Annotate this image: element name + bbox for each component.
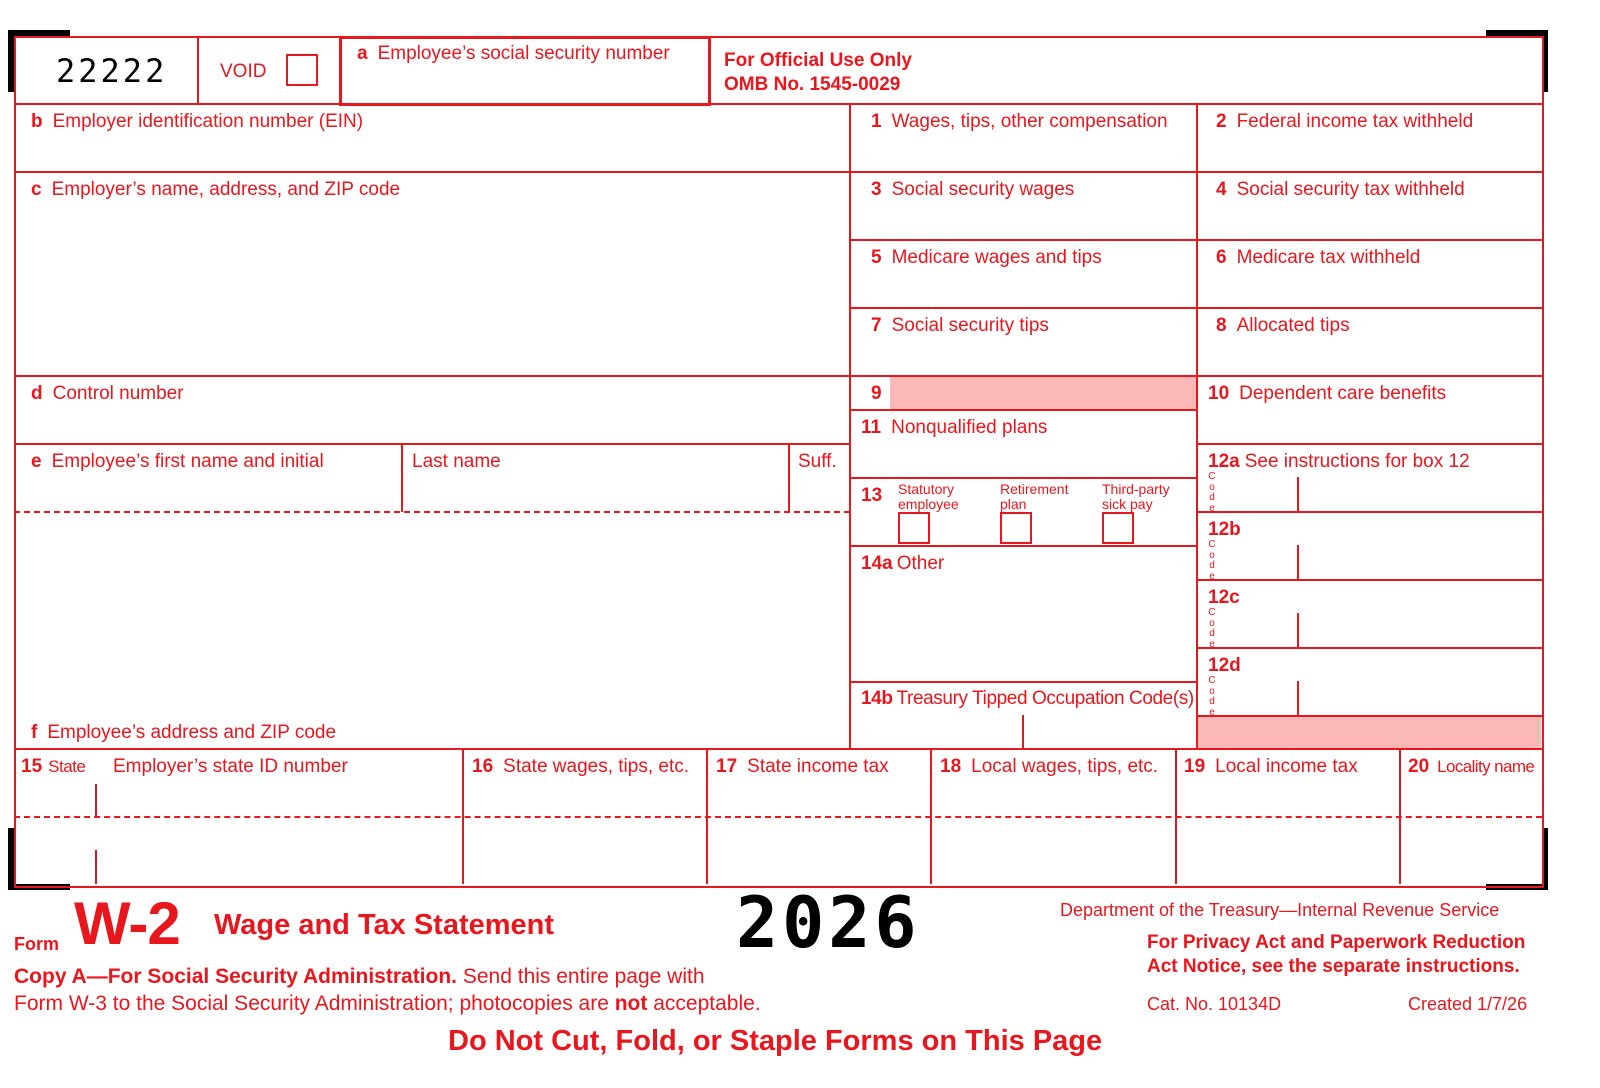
rule-f — [14, 748, 1542, 750]
box-20-num: 20 — [1408, 756, 1430, 777]
box-12a-code-letters: C o d e — [1208, 471, 1216, 514]
box-12b-code-letters: C o d e — [1208, 539, 1216, 582]
rule-v-e-suff — [788, 443, 790, 512]
box-16-num: 16 — [472, 756, 494, 777]
box-a-text: Employee’s social security number — [377, 43, 670, 64]
omb-number: OMB No. 1545-0029 — [724, 74, 901, 95]
box-18-field[interactable] — [933, 784, 1173, 882]
thirdparty-line1: Third-party — [1102, 481, 1170, 497]
box-e-last-field[interactable] — [404, 475, 786, 509]
rule-e-dashed — [14, 511, 850, 513]
box-5-num: 5 — [871, 247, 882, 268]
box-19-label — [1184, 757, 1358, 776]
box-2-text: Federal income tax withheld — [1236, 111, 1474, 132]
box-e-letter: e — [31, 451, 42, 472]
rule-10 — [1196, 443, 1542, 445]
box-c-letter: c — [31, 179, 42, 200]
box-13-statutory-label — [898, 482, 959, 512]
privacy-line-2: Act Notice, see the separate instructions. — [1147, 956, 1520, 977]
box-b-field[interactable] — [16, 135, 846, 169]
box-3-field[interactable] — [852, 203, 1194, 237]
box-10-num: 10 — [1208, 383, 1230, 404]
box-20-field[interactable] — [1402, 784, 1539, 882]
box-20-text: Locality name — [1437, 757, 1535, 776]
box-8-text: Allocated tips — [1236, 315, 1350, 336]
rule-v-e-last — [401, 443, 403, 512]
box-8-label — [1216, 316, 1350, 335]
copy-a-line-1 — [14, 966, 705, 987]
rule-d — [14, 443, 850, 445]
box-12c-num: 12c — [1208, 587, 1240, 608]
box-d-text: Control number — [52, 383, 184, 404]
box-a-label — [357, 44, 670, 63]
thirdparty-line2: sick pay — [1102, 496, 1153, 512]
rule-v-15 — [95, 784, 97, 816]
rule-v-12d-code — [1297, 681, 1299, 715]
box-16-label — [472, 757, 689, 776]
box-13-thirdparty-label — [1102, 482, 1170, 512]
box-17-text: State income tax — [747, 756, 889, 777]
do-not-cut-warning: Do Not Cut, Fold, or Staple Forms on This Page — [448, 1025, 1103, 1057]
box-7-field[interactable] — [852, 339, 1194, 373]
box-18-label — [940, 757, 1158, 776]
rule-b — [14, 171, 1542, 173]
rule-v-18 — [930, 748, 932, 884]
box-12d-num: 12d — [1208, 655, 1241, 676]
rule-v-12a-code — [1297, 477, 1299, 511]
void-label: VOID — [220, 61, 267, 82]
rule-v-20 — [1399, 748, 1401, 884]
control-code: 22222 — [56, 52, 168, 90]
rule-12d — [1196, 715, 1542, 717]
box-7-num: 7 — [871, 315, 882, 336]
rule-header — [14, 103, 1542, 105]
box-17-label — [716, 757, 889, 776]
box-18-num: 18 — [940, 756, 962, 777]
cat-number: Cat. No. 10134D — [1147, 994, 1282, 1014]
rule-v-19 — [1175, 748, 1177, 884]
box-b-letter: b — [31, 111, 43, 132]
box-12b-num: 12b — [1208, 519, 1241, 540]
box-e-suff-label: Suff. — [798, 451, 837, 472]
box-5-label — [871, 248, 1102, 267]
box-e-suff-field[interactable] — [791, 475, 847, 509]
box-7-label — [871, 316, 1049, 335]
box-14b-label — [861, 689, 1194, 708]
rule-12a — [1196, 511, 1542, 513]
rule-12b — [1196, 579, 1542, 581]
box-d-field[interactable] — [16, 407, 846, 441]
department-label: Department of the Treasury—Internal Revenue Service — [1060, 900, 1500, 920]
box-d-label — [31, 384, 184, 403]
box-15-state-field-2[interactable] — [16, 820, 93, 882]
copy-a-line-2b: acceptable. — [647, 992, 761, 1015]
box-f-text: Employee’s address and ZIP code — [47, 722, 337, 743]
box-12a-label — [1208, 452, 1470, 471]
box-14a-text: Other — [896, 553, 945, 574]
third-party-sick-pay-checkbox[interactable] — [1102, 512, 1134, 544]
void-checkbox[interactable] — [286, 54, 318, 86]
box-12d-amount-field[interactable] — [1300, 681, 1539, 713]
retirement-plan-checkbox[interactable] — [1000, 512, 1032, 544]
box-b-label — [31, 112, 363, 131]
box-b-text: Employer identification number (EIN) — [52, 111, 364, 132]
box-5-field[interactable] — [852, 271, 1194, 305]
box-18-text: Local wages, tips, etc. — [971, 756, 1159, 777]
box-10-label — [1208, 384, 1446, 403]
box-11-num: 11 — [861, 417, 882, 438]
rule-v-14b — [1022, 715, 1024, 749]
box-e-label — [31, 452, 324, 471]
box-12c-amount-field[interactable] — [1300, 613, 1539, 645]
copy-a-line-2a: Form W-3 to the Social Security Administration; photocopies are — [14, 992, 615, 1015]
copy-a-bold: Copy A—For Social Security Administration. — [14, 965, 458, 988]
box-6-label — [1216, 248, 1420, 267]
box-12b-code-field[interactable] — [1220, 545, 1295, 577]
box-8-field[interactable] — [1199, 339, 1539, 373]
box-14a-label — [861, 554, 944, 573]
box-1-text: Wages, tips, other compensation — [891, 111, 1168, 132]
rule-9 — [849, 409, 1197, 411]
box-10-field[interactable] — [1199, 407, 1539, 441]
rule-v-right — [1196, 103, 1198, 749]
form-name: W-2 — [74, 890, 180, 957]
box-20-label — [1408, 757, 1534, 776]
box-11-label — [861, 418, 1047, 437]
box-15-id-field-2[interactable] — [98, 820, 460, 882]
box-f-letter: f — [31, 722, 38, 743]
statutory-line1: Statutory — [898, 481, 955, 497]
box-7-text: Social security tips — [891, 315, 1049, 336]
box-14b-num: 14b — [861, 688, 893, 709]
box-19-text: Local income tax — [1215, 756, 1358, 777]
box-1-num: 1 — [871, 111, 882, 132]
box-10-text: Dependent care benefits — [1239, 383, 1447, 404]
copy-a-rest: Send this entire page with — [457, 965, 705, 988]
box-3-text: Social security wages — [891, 179, 1075, 200]
box-15-state-field-1[interactable] — [16, 784, 93, 814]
box-15-label — [21, 757, 85, 776]
box-3-num: 3 — [871, 179, 882, 200]
box-14b-field-2[interactable] — [1025, 716, 1194, 747]
box-13-retirement-label — [1000, 482, 1068, 512]
official-use-label: For Official Use Only — [724, 50, 912, 71]
box-12a-code-field[interactable] — [1220, 477, 1295, 509]
box-1-field[interactable] — [852, 135, 1194, 169]
rule-v-header-1 — [197, 36, 199, 104]
box-13-num: 13 — [861, 485, 883, 506]
box-6-field[interactable] — [1199, 271, 1539, 305]
box-c-text: Employer’s name, address, and ZIP code — [51, 179, 401, 200]
box-12d-code-field[interactable] — [1220, 681, 1295, 713]
box-e-first-field[interactable] — [16, 475, 399, 509]
form-title: Wage and Tax Statement — [214, 909, 555, 941]
box-c-label — [31, 180, 400, 199]
box-16-field[interactable] — [465, 784, 704, 882]
box-2-field[interactable] — [1199, 135, 1539, 169]
box-12a-num: 12a — [1208, 451, 1240, 472]
box-c-field[interactable] — [16, 203, 846, 373]
box-e-text: Employee’s first name and initial — [51, 451, 324, 472]
form-word: Form — [14, 934, 59, 954]
box-17-field[interactable] — [709, 784, 928, 882]
box-f-label — [31, 723, 336, 742]
box-6-num: 6 — [1216, 247, 1227, 268]
box-6-text: Medicare tax withheld — [1236, 247, 1421, 268]
box-a-letter: a — [357, 43, 368, 64]
privacy-line-1: For Privacy Act and Paperwork Reduction — [1147, 932, 1526, 953]
rule-v-15b — [95, 850, 97, 884]
box-15-ein-label: Employer’s state ID number — [113, 756, 348, 777]
box-14a-field[interactable] — [852, 577, 1194, 679]
box-12d-code-letters: C o d e — [1208, 675, 1216, 718]
box-17-num: 17 — [716, 756, 738, 777]
box-12a-amount-field[interactable] — [1300, 477, 1539, 509]
box-14a-num: 14a — [861, 553, 893, 574]
retirement-line1: Retirement — [1000, 481, 1069, 497]
box-19-num: 19 — [1184, 756, 1206, 777]
copy-a-not: not — [614, 992, 648, 1015]
box-9-num: 9 — [871, 383, 882, 404]
rule-v-main — [849, 103, 851, 749]
box-4-text: Social security tax withheld — [1236, 179, 1465, 200]
statutory-employee-checkbox[interactable] — [898, 512, 930, 544]
tax-year: 2026 — [736, 882, 921, 964]
box-12c-code-field[interactable] — [1220, 613, 1295, 645]
box-11-text: Nonqualified plans — [891, 417, 1048, 438]
rule-v-12c-code — [1297, 613, 1299, 647]
box-15-id-field-1[interactable] — [98, 784, 460, 814]
box-15-state: State — [48, 757, 86, 776]
box-16-text: State wages, tips, etc. — [503, 756, 690, 777]
box-4-label — [1216, 180, 1465, 199]
box-14b-text: Treasury Tipped Occupation Code(s) — [896, 688, 1194, 709]
box-f-field[interactable] — [16, 514, 846, 720]
box-14b-field-1[interactable] — [852, 716, 1020, 747]
created-date: Created 1/7/26 — [1408, 994, 1528, 1014]
box-12b-amount-field[interactable] — [1300, 545, 1539, 577]
box-4-num: 4 — [1216, 179, 1227, 200]
box-12c-code-letters: C o d e — [1208, 607, 1216, 650]
copy-a-line-2 — [14, 993, 761, 1014]
rule-c — [14, 375, 1542, 377]
box-5-text: Medicare wages and tips — [891, 247, 1102, 268]
rule-v-17 — [706, 748, 708, 884]
rule-v-12b-code — [1297, 545, 1299, 579]
rule-12c — [1196, 647, 1542, 649]
box-d-letter: d — [31, 383, 43, 404]
rule-14a — [849, 681, 1197, 683]
box-2-num: 2 — [1216, 111, 1227, 132]
rule-13 — [849, 545, 1197, 547]
box-2-label — [1216, 112, 1473, 131]
box-15-num: 15 — [21, 756, 43, 777]
rule-11 — [849, 477, 1197, 479]
box-11-field[interactable] — [852, 443, 1194, 475]
box-4-field[interactable] — [1199, 203, 1539, 237]
box-8-num: 8 — [1216, 315, 1227, 336]
statutory-line2: employee — [898, 496, 959, 512]
rule-v-16 — [462, 748, 464, 884]
retirement-line2: plan — [1000, 496, 1027, 512]
box-12a-text: See instructions for box 12 — [1244, 451, 1470, 472]
box-e-last-label: Last name — [412, 451, 501, 472]
box-19-field[interactable] — [1178, 784, 1397, 882]
box-3-label — [871, 180, 1074, 199]
box-1-label — [871, 112, 1168, 131]
